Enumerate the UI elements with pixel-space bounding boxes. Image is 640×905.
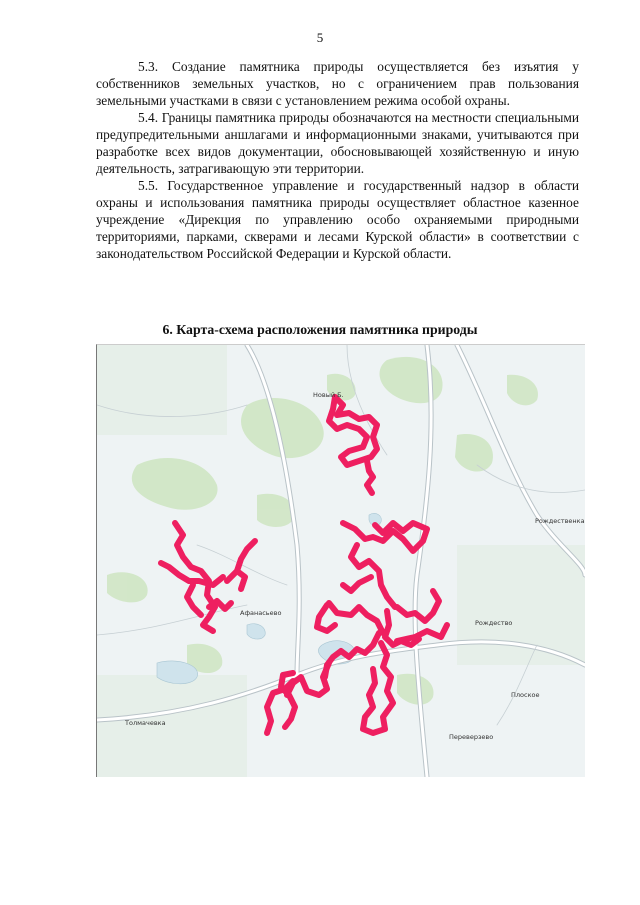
label-novyi: Новый Б. xyxy=(313,391,344,399)
paragraph-5-3: 5.3. Создание памятника природы осуществляется без изъятия у собственников земельных участков, но с ограничением прав пользования земельными участками в связи с установлением режима особой охраны. xyxy=(96,59,579,108)
label-rozhdestvenka: Рождественка xyxy=(535,517,585,525)
paragraph-5-5: 5.5. Государственное управление и государственный надзор в области охраны и использования памятника природы осуществляет областное казенное учреждение «Дирекция по управлению особо охраняемыми природными территориями, парками, скверами и лесами Курской области» в соответствии с законодательством Российской Федерации и Курской области. xyxy=(96,178,579,261)
label-rozhdestvo: Рождество xyxy=(475,619,513,627)
section-heading: 6. Карта-схема расположения памятника природы xyxy=(162,322,478,337)
label-afanasyevo: Афанасьево xyxy=(240,609,282,617)
location-map xyxy=(96,344,585,777)
page-number: 5 xyxy=(316,30,324,45)
label-pereverzevo: Переверзево xyxy=(449,733,494,741)
body-text xyxy=(96,58,579,262)
label-ploskoe: Плоское xyxy=(511,691,540,699)
paragraph-5-4: 5.4. Границы памятника природы обозначаются на местности специальными предупредительными аншлагами и информационными знаками, учитываются при разработке всех видов документации, обосновывающей хозяйственную и иную деятельность, затрагивающую эти территории. xyxy=(96,110,579,176)
label-tolmachevka: Толмачевка xyxy=(125,719,166,727)
